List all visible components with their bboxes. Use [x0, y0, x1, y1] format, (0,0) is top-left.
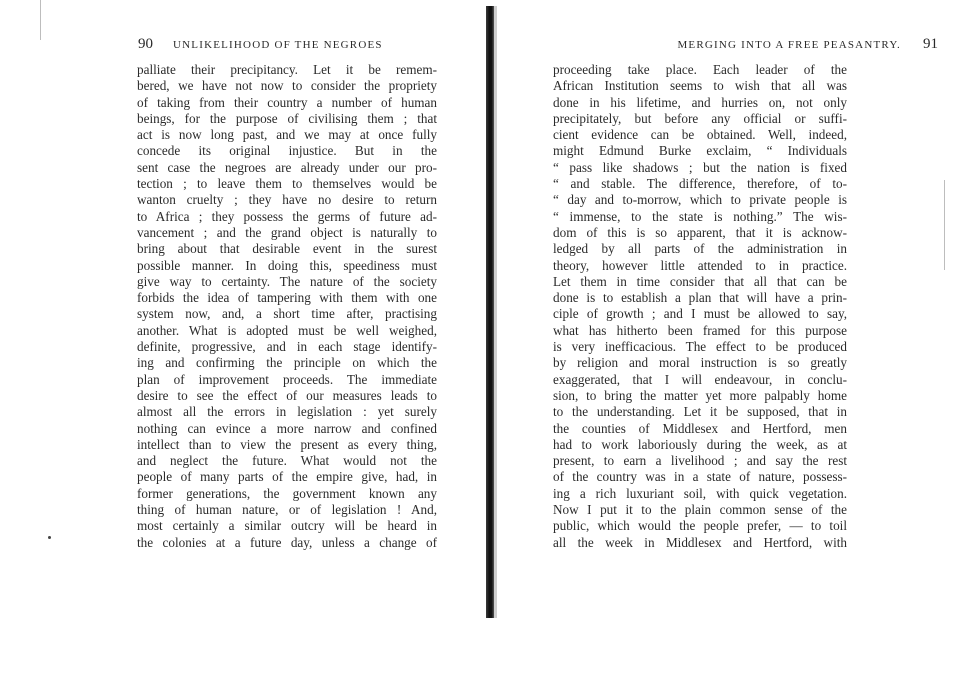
text-line: nothing can evince a more narrow and confined	[137, 420, 437, 436]
text-line: might Edmund Burke exclaim, “ Individuals	[553, 143, 847, 159]
text-line: to the understanding. Let it be supposed, that in	[553, 404, 847, 420]
text-line: almost all the errors in legislation : yet surely	[137, 404, 437, 420]
text-line: bered, we have not now to consider the propriety	[137, 78, 437, 94]
text-line: palliate their precipitancy. Let it be remem-	[137, 62, 437, 77]
text-line: African Institution seems to wish that all was	[553, 78, 847, 94]
text-line: give way to certainty. The nature of the society	[137, 273, 437, 289]
text-line: ledged by all parts of the administration in	[553, 241, 847, 257]
text-line: Now I put it to the plain common sense of the	[553, 502, 847, 518]
text-line: done in his lifetime, and hurries on, not only	[553, 94, 847, 110]
text-line: wanton cruelty ; they have no desire to return	[137, 192, 437, 208]
text-line: cient evidence can be obtained. Well, indeed,	[553, 127, 847, 143]
text-line: had to work laboriously during the week, as at	[553, 436, 847, 452]
text-line: act is now long past, and we may at once fully	[137, 127, 437, 143]
text-line: dom of this is so apparent, that it is acknow-	[553, 224, 847, 240]
text-line: “ day and to-morrow, which to private people is	[553, 192, 847, 208]
text-line: another. What is adopted must be well weighed,	[137, 322, 437, 338]
text-line: plan of improvement proceeds. The immediate	[137, 371, 437, 387]
text-line: exaggerated, that I will endeavour, in conclu-	[553, 371, 847, 387]
text-line: and neglect the future. What would not the	[137, 453, 437, 469]
text-line: of taking from their country a number of human	[137, 94, 437, 110]
text-line: former generations, the government known any	[137, 485, 437, 501]
text-line: beings, for the purpose of civilising them ; that	[137, 110, 437, 126]
left-page-body	[137, 62, 437, 551]
text-line: possible manner. In doing this, speediness must	[137, 257, 437, 273]
text-line: ing and confirming the principle on which the	[137, 355, 437, 371]
text-line: ing a rich luxuriant soil, with quick vegetation.	[553, 485, 847, 501]
text-line: by religion and moral instruction is so greatly	[553, 355, 847, 371]
text-line: bring about that desirable event in the surest	[137, 241, 437, 257]
text-line: sion, to bring the matter yet more palpably home	[553, 387, 847, 403]
text-line: “ pass like shadows ; but the nation is fixed	[553, 159, 847, 175]
text-line: forbids the idea of tampering with them with one	[137, 290, 437, 306]
text-line: vancement ; and the grand object is naturally to	[137, 224, 437, 240]
book-gutter	[486, 6, 494, 618]
text-line: most certainly a similar outcry will be heard in	[137, 518, 437, 534]
text-line: system now, and, a short time after, practising	[137, 306, 437, 322]
text-line: the counties of Middlesex and Hertford, men	[553, 420, 847, 436]
text-line: theory, however little attended to in practice.	[553, 257, 847, 273]
text-line: desire to see the effect of our measures leads to	[137, 387, 437, 403]
text-line: tection ; to leave them to themselves would be	[137, 176, 437, 192]
right-page	[496, 0, 980, 699]
left-page-number: 90	[138, 36, 153, 52]
text-line: what has hitherto been framed for this purpose	[553, 322, 847, 338]
text-line: intellect than to view the present as every thing,	[137, 436, 437, 452]
text-line: public, which would the people prefer, — to toil	[553, 518, 847, 534]
right-page-header	[586, 36, 938, 53]
text-line: proceeding take place. Each leader of the	[553, 62, 847, 77]
scan-mark	[40, 0, 41, 40]
text-line: is very inefficacious. The effect to be produced	[553, 339, 847, 355]
text-line: done is to establish a plan that will have a prin-	[553, 290, 847, 306]
scan-mark	[944, 180, 945, 270]
text-line: “ and stable. The difference, therefore, of to-	[553, 176, 847, 192]
text-line: thing of human nature, or of legislation ! And,	[137, 502, 437, 518]
right-page-body	[553, 62, 847, 551]
text-line: definite, progressive, and in each stage identify-	[137, 339, 437, 355]
text-line: to Africa ; they possess the germs of future ad-	[137, 208, 437, 224]
right-page-number: 91	[923, 36, 938, 52]
text-line: ciple of growth ; and I must be allowed to say,	[553, 306, 847, 322]
text-line: Let them in time consider that all that can be	[553, 273, 847, 289]
scan-speck	[48, 536, 51, 539]
text-line: concede its original injustice. But in the	[137, 143, 437, 159]
text-line: the colonies at a future day, unless a change of	[137, 534, 437, 550]
right-running-head: MERGING INTO A FREE PEASANTRY.	[677, 39, 901, 51]
text-line: sent case the negroes are already under our pro-	[137, 159, 437, 175]
left-page-header	[138, 36, 458, 53]
text-line: present, to earn a livelihood ; and say the rest	[553, 453, 847, 469]
left-running-head: UNLIKELIHOOD OF THE NEGROES	[173, 39, 383, 51]
text-line: people of many parts of the empire give, had, in	[137, 469, 437, 485]
text-line: “ immense, to the state is nothing.” The wis-	[553, 208, 847, 224]
text-line: of the country was in a state of nature, possess-	[553, 469, 847, 485]
text-line: all the week in Middlesex and Hertford, with	[553, 534, 847, 550]
text-line: precipitately, but before any official or suffi-	[553, 110, 847, 126]
